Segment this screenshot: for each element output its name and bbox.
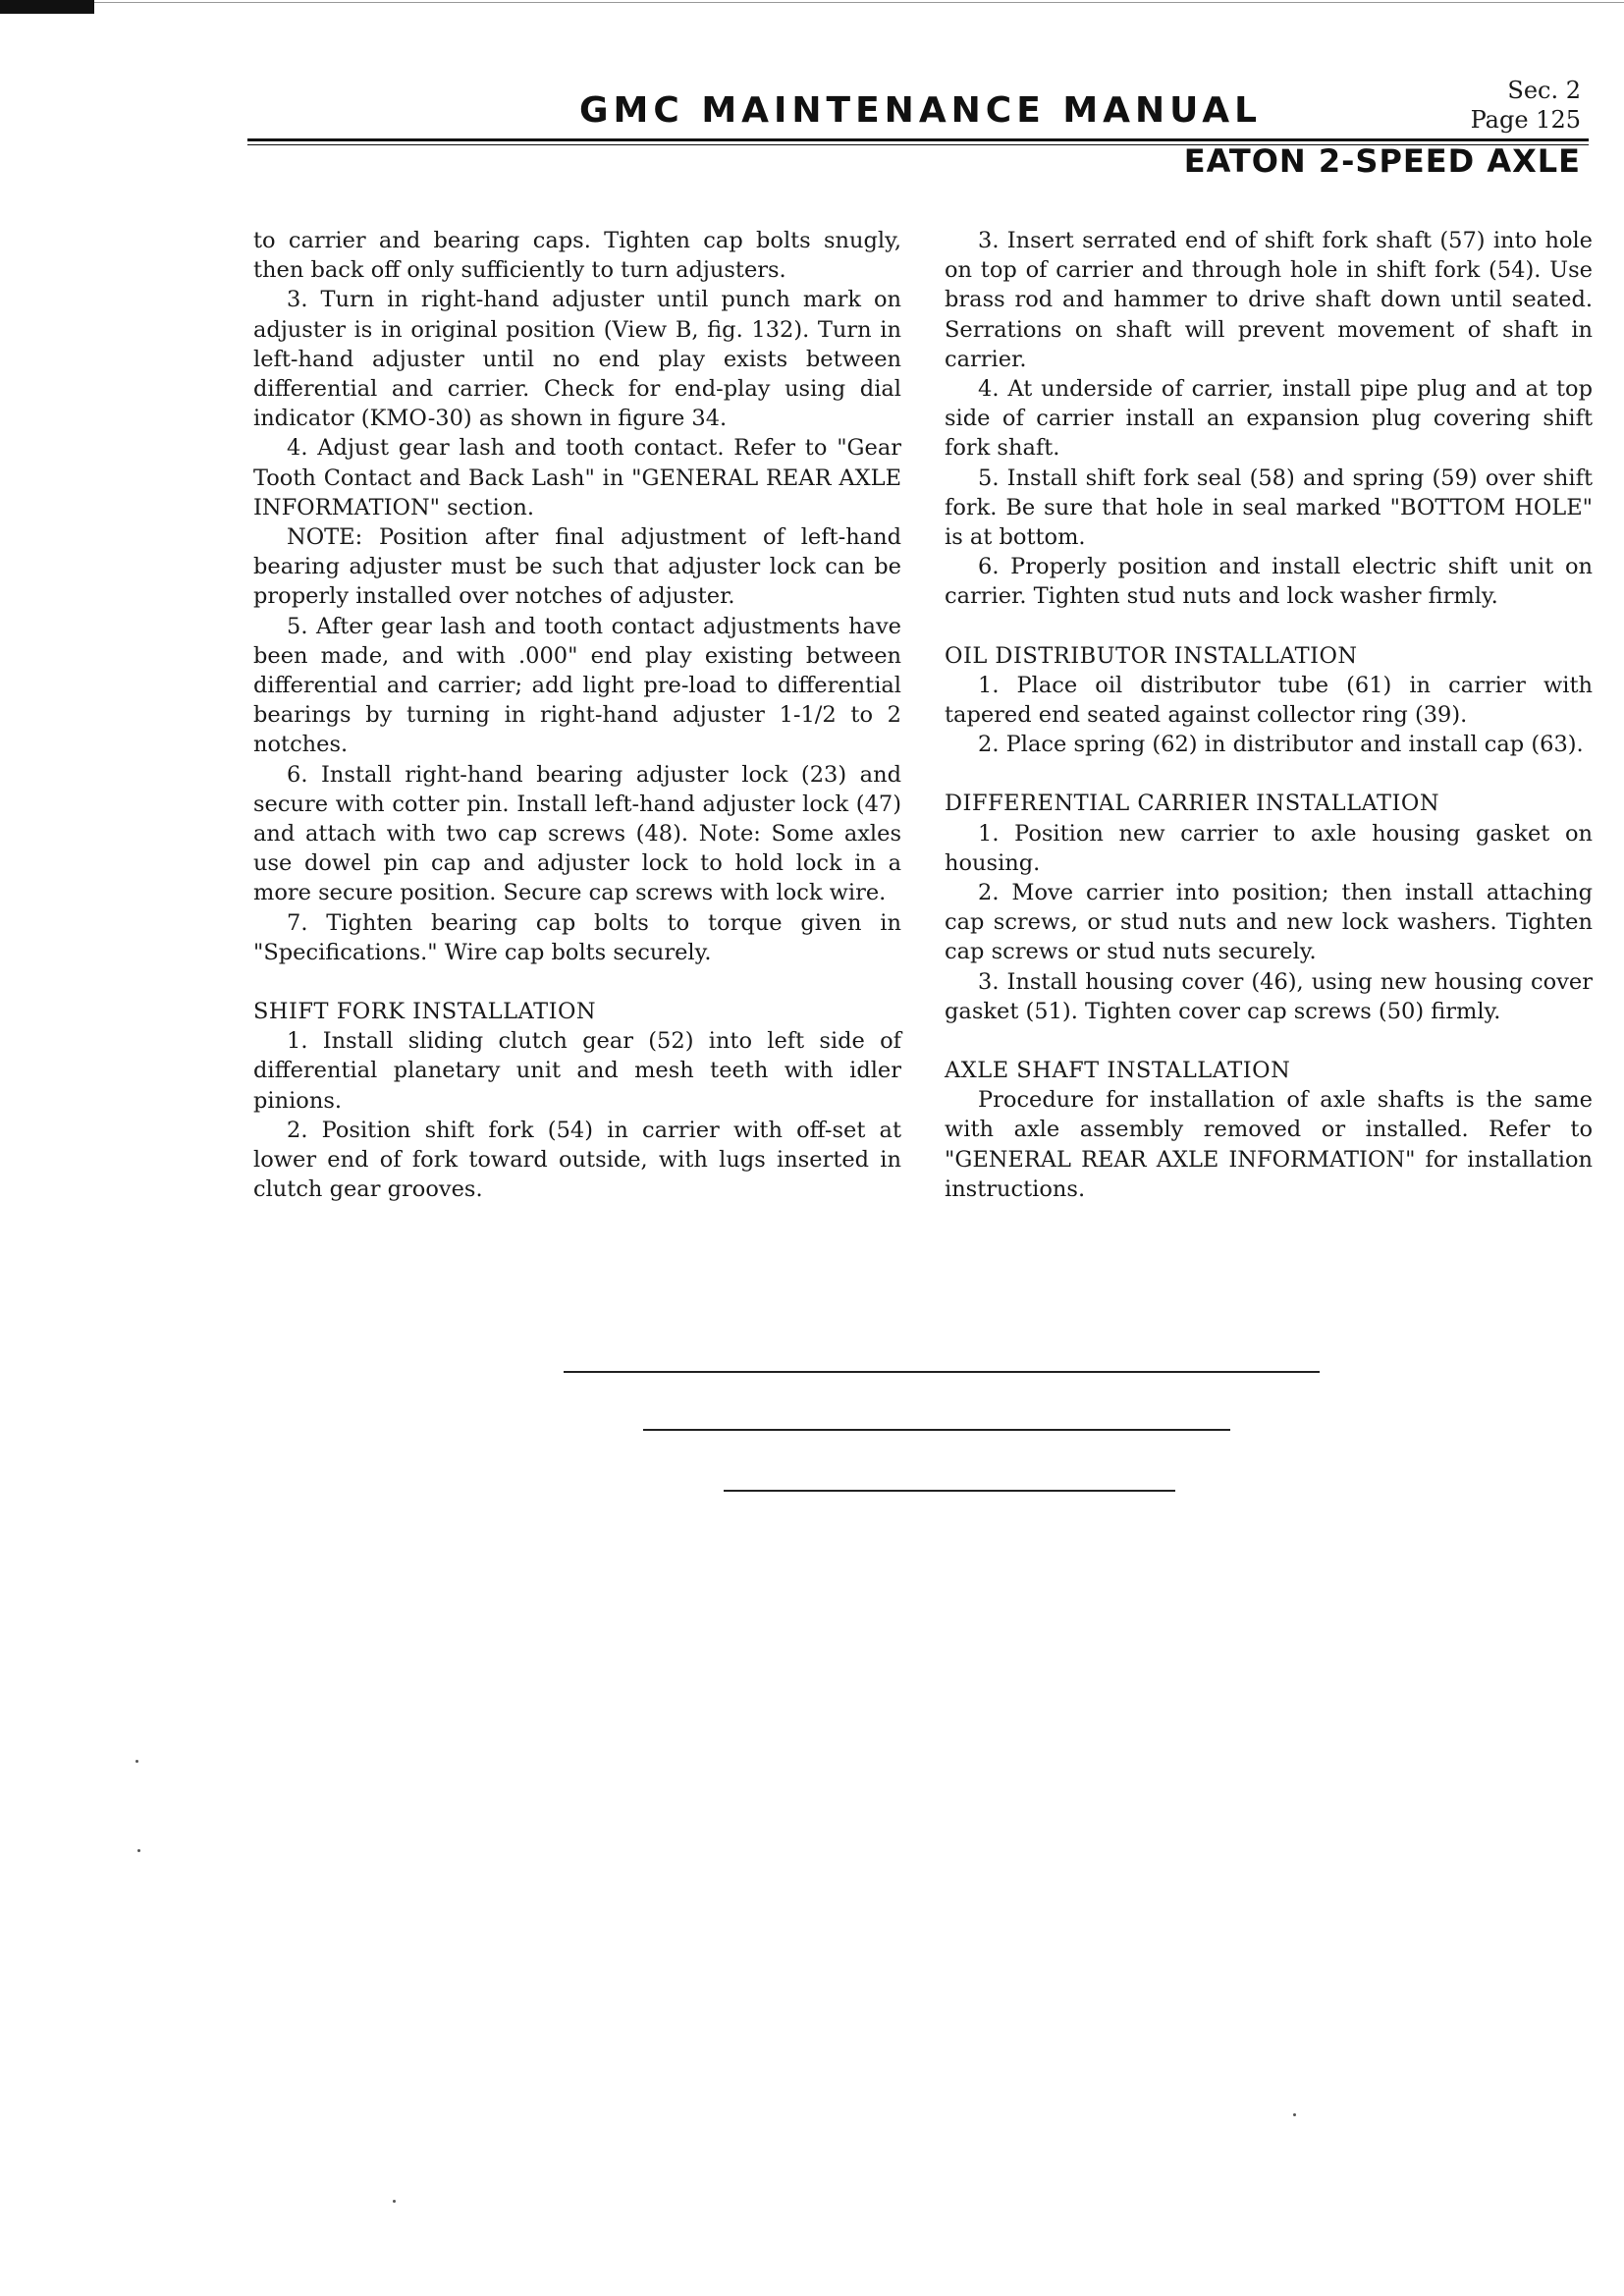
- end-rule-1: [564, 1371, 1320, 1373]
- paragraph: 4. At underside of carrier, install pipe plug and at top side of carrier install an expansion plug covering shift fork shaft.: [945, 376, 1593, 462]
- paragraph: 1. Install sliding clutch gear (52) into left side of differential planetary unit and mesh teeth with idler pinions.: [253, 1028, 901, 1114]
- section-number: Sec. 2: [1507, 77, 1581, 104]
- section-heading: DIFFERENTIAL CARRIER INSTALLATION: [945, 791, 1440, 817]
- scan-speck: [1293, 2113, 1296, 2116]
- page-number: Page 125: [1470, 106, 1581, 134]
- paragraph: 3. Insert serrated end of shift fork shaft (57) into hole on top of carrier and through hole in shift fork (54). Use brass rod and hammer to drive shaft down until seated. Serrations on shaft will prevent movement of shaft in carrier.: [945, 228, 1593, 372]
- paragraph: 5. Install shift fork seal (58) and spring (59) over shift fork. Be sure that hole in seal marked "BOTTOM HOLE" is at bottom.: [945, 465, 1593, 551]
- header-rule-thick: [247, 138, 1589, 141]
- page-header: [0, 0, 1624, 196]
- paragraph: 7. Tighten bearing cap bolts to torque given in "Specifications." Wire cap bolts securely.: [253, 909, 901, 965]
- section-title: EATON 2-SPEED AXLE: [1183, 142, 1581, 180]
- end-rule-2: [643, 1429, 1230, 1431]
- paragraph: 3. Install housing cover (46), using new housing cover gasket (51). Tighten cover cap screws (50) firmly.: [945, 968, 1593, 1024]
- section-heading: AXLE SHAFT INSTALLATION: [945, 1058, 1291, 1084]
- section-heading: OIL DISTRIBUTOR INSTALLATION: [945, 642, 1358, 669]
- paragraph: Procedure for installation of axle shafts is the same with axle assembly removed or installed. Refer to "GENERAL REAR AXLE INFORMATION" for installation instructions.: [945, 1087, 1593, 1202]
- paragraph: 6. Properly position and install electric shift unit on carrier. Tighten stud nuts and lock washer firmly.: [945, 554, 1593, 610]
- paragraph: 4. Adjust gear lash and tooth contact. Refer to "Gear Tooth Contact and Back Lash" in "GENERAL REAR AXLE INFORMATION" section.: [253, 435, 901, 520]
- paragraph: 5. After gear lash and tooth contact adjustments have been made, and with .000" end play existing between differential and carrier; add light pre-load to differential bearings by turning in right-hand adjuster 1-1/2 to 2 notches.: [253, 613, 901, 758]
- paragraph: 1. Position new carrier to axle housing gasket on housing.: [945, 820, 1593, 876]
- paragraph: 6. Install right-hand bearing adjuster lock (23) and secure with cotter pin. Install left-hand adjuster lock (47) and attach with two cap screws (48). Note: Some axles use dowel pin cap and adjuster lock to hold lock in a more secure position. Secure cap screws with lock wire.: [253, 761, 901, 906]
- paragraph: 2. Position shift fork (54) in carrier with off-set at lower end of fork toward outside, with lugs inserted in clutch gear grooves.: [253, 1117, 901, 1203]
- paragraph: NOTE: Position after final adjustment of left-hand bearing adjuster must be such that adjuster lock can be properly installed over notches of adjuster.: [253, 524, 901, 610]
- section-heading: SHIFT FORK INSTALLATION: [253, 999, 597, 1025]
- paragraph: 3. Turn in right-hand adjuster until punch mark on adjuster is in original position (View B, fig. 132). Turn in left-hand adjuster until no end play exists between differential and carrier. Check for end-play using dial indicator (KMO-30) as shown in figure 34.: [253, 287, 901, 432]
- end-rule-3: [724, 1490, 1175, 1492]
- paragraph: 2. Move carrier into position; then install attaching cap screws, or stud nuts and new lock washers. Tighten cap screws or stud nuts securely.: [945, 880, 1593, 965]
- scan-speck: [393, 2200, 396, 2203]
- scan-speck: [135, 1760, 138, 1763]
- paragraph: 1. Place oil distributor tube (61) in carrier with tapered end seated against collector ring (39).: [945, 672, 1593, 729]
- left-column: [253, 226, 901, 1205]
- scan-speck: [137, 1849, 140, 1852]
- paragraph-continued: to carrier and bearing caps. Tighten cap bolts snugly, then back off only sufficiently to turn adjusters.: [253, 228, 901, 284]
- manual-title: GMC MAINTENANCE MANUAL: [579, 90, 1263, 131]
- paragraph: 2. Place spring (62) in distributor and install cap (63).: [978, 732, 1584, 758]
- right-column: [945, 226, 1593, 1204]
